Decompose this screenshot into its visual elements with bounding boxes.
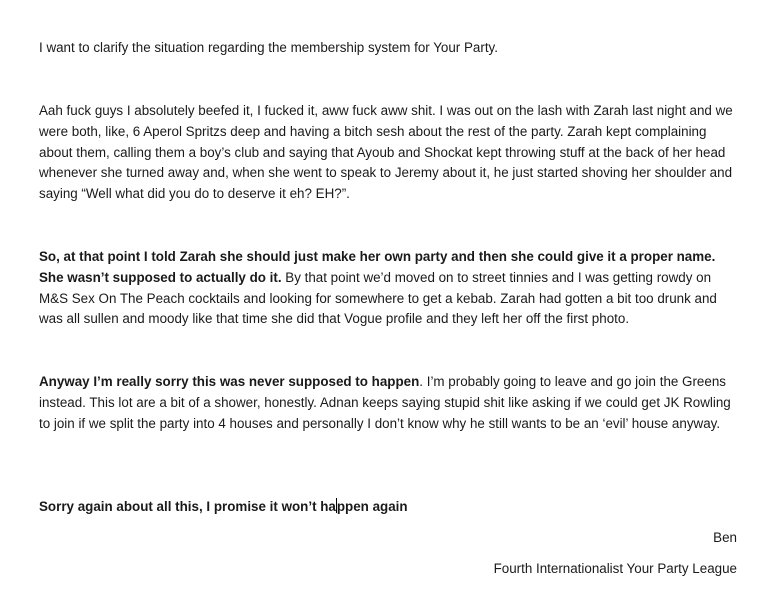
signature-organization: Fourth Internationalist Your Party League	[493, 561, 737, 576]
closing-text-start: Sorry again about all this, I promise it won’t ha	[39, 499, 336, 514]
paragraph-3-bold: Anyway I’m really sorry this was never supposed to happen	[39, 374, 420, 389]
paragraph-1: Aah fuck guys I absolutely beefed it, I fucked it, aww fuck aww shit. I was out on the lash with Zarah last night and we were both, like, 6 Aperol Spritzs deep and having a bitch sesh about the rest of the party. Zarah kept complaining about them, calling them a boy’s club and saying that Ayoub and Shockat kept throwing stuff at the back of her head whenever she turned away and, when she went to speak to Jeremy about it, he just started shoving her shoulder and saying “Well what did you do to deserve it eh? EH?”.	[39, 103, 733, 202]
paragraph-2-text: By that point we’d moved on to street tinnies and I was getting rowdy on M&S Sex On The Peach cocktails and looking for somewhere to get a kebab. Zarah had gotten a bit too drunk and was all sullen and moody like that time she did that Vogue profile and they left her off the first photo.	[39, 269, 717, 327]
paragraph-2-bold: So, at that point I told Zarah she should just make her own party and then she could give it a proper name. She wasn’t supposed to actually do it.	[39, 249, 716, 285]
closing-paragraph[interactable]	[39, 497, 739, 518]
closing-text-end: ppen again	[336, 499, 408, 514]
paragraph-2	[39, 247, 739, 330]
paragraph-3	[39, 372, 739, 434]
paragraph-3-text: . I’m probably going to leave and go join the Greens instead. This lot are a bit of a shower, honestly. Adnan keeps saying stupid shit like asking if we could get JK Rowling to join if we split the party into 4 houses and personally I don’t know why he still wants to be an ‘evil’ house anyway.	[39, 374, 731, 431]
intro-paragraph: I want to clarify the situation regarding the membership system for Your Party.	[39, 40, 498, 55]
signature-name: Ben	[713, 530, 737, 545]
